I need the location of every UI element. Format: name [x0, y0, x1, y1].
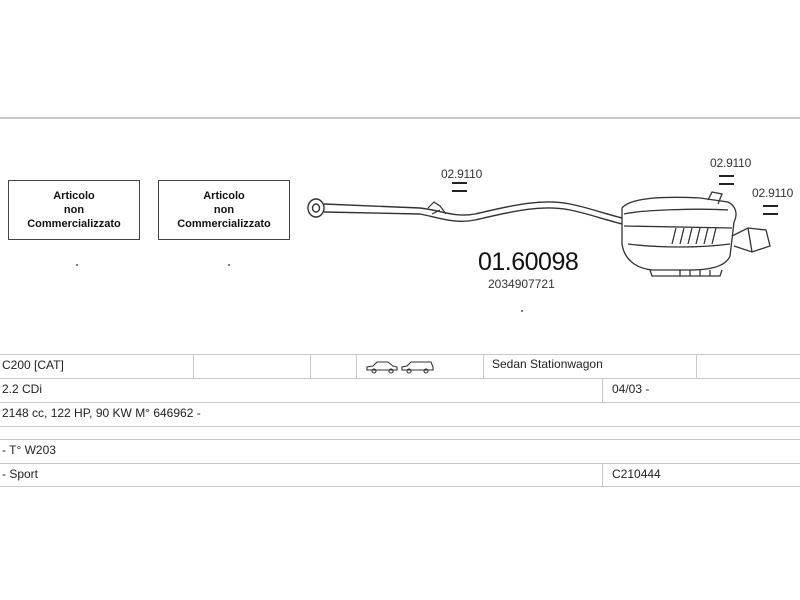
model-cell: C200 [CAT]: [2, 358, 64, 372]
part-dot: [521, 310, 523, 312]
type-code-cell: - T° W203: [2, 443, 56, 457]
hanger-icon-3: [763, 206, 778, 214]
hanger-code-2: 02.9110: [710, 156, 752, 170]
front-flange: [308, 199, 324, 217]
ref-code-cell: C210444: [612, 467, 661, 481]
exhaust-pipe: [324, 202, 622, 224]
spec-cell: 2148 cc, 122 HP, 90 KW M° 646962 -: [2, 406, 201, 420]
box-line-3: Commercializzato: [177, 218, 271, 230]
hanger-icon-1: [452, 183, 467, 191]
table-row-spec: [0, 403, 800, 427]
box-line-3: Commercializzato: [27, 218, 121, 230]
body-types-cell: Sedan Stationwagon: [492, 357, 603, 371]
rear-silencer: [622, 192, 736, 276]
box-line-2: non: [63, 204, 85, 216]
tailpipe: [732, 228, 770, 252]
hanger-icon-2: [719, 176, 734, 184]
sedan-icon: [367, 362, 397, 373]
table-row-model: [0, 355, 800, 379]
car-icons: [366, 359, 436, 375]
box-line-2: non: [213, 204, 235, 216]
hanger-code-3: 02.9110: [752, 186, 794, 200]
main-part-number: 01.60098: [478, 248, 579, 276]
box-line-1: Articolo: [203, 190, 245, 202]
wagon-icon: [402, 362, 433, 373]
table-row-variant: [0, 464, 800, 487]
hanger-code-1: 02.9110: [441, 167, 483, 181]
table-row-type: [0, 440, 800, 464]
box-line-1: Articolo: [53, 190, 95, 202]
variant-cell: - Sport: [2, 467, 39, 481]
engine-cell: 2.2 CDi: [2, 382, 43, 396]
table-row-engine: [0, 379, 800, 403]
date-cell: 04/03 -: [612, 382, 650, 396]
table-row-spacer: [0, 427, 800, 440]
oe-part-number: 2034907721: [488, 277, 555, 291]
